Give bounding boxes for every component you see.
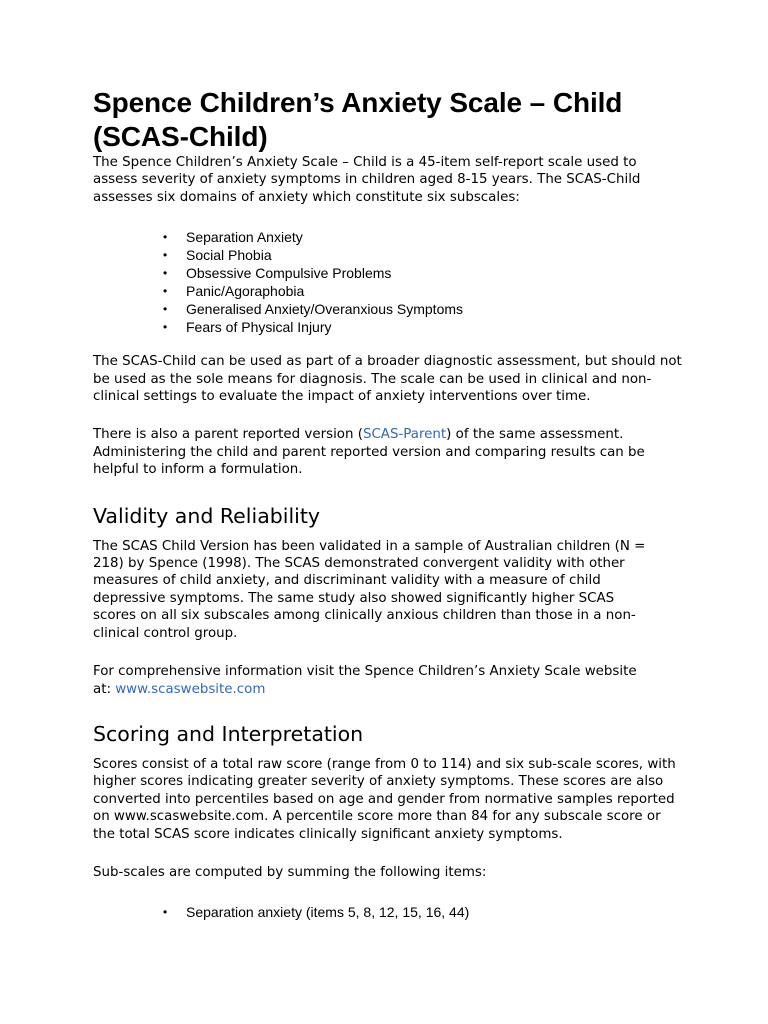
- bullet-icon: •: [163, 302, 168, 317]
- scoring-heading: Scoring and Interpretation: [93, 721, 364, 746]
- subscale-intro-paragraph: Sub-scales are computed by summing the following items:: [93, 864, 487, 880]
- document-page: [93, 86, 683, 921]
- subscale-items-list: [93, 903, 683, 921]
- intro-paragraph: The Spence Children’s Anxiety Scale – Child is a 45-item self-report scale used to assess severity of anxiety symptoms in children aged 8-15 years. The SCAS-Child assesses six domains of anxiety which constitute six subscales:: [93, 155, 641, 205]
- bullet-icon: •: [163, 230, 168, 245]
- validity-heading: Validity and Reliability: [93, 503, 321, 528]
- page-title: Spence Children’s Anxiety Scale – Child (SCAS-Child): [93, 87, 623, 152]
- list-item: • Separation anxiety (items 5, 8, 12, 15, 16, 44): [163, 904, 470, 921]
- usage-paragraph: The SCAS-Child can be used as part of a broader diagnostic assessment, but should not be used as the sole means for diagnosis. The scale can be used in clinical and non-clinical settings to evaluate the impact of anxiety interventions over time.: [93, 354, 682, 405]
- scoring-paragraph: Scores consist of a total raw score (range from 0 to 114) and six sub-scale scores, with higher scores indicating greater severity of anxiety symptoms. These scores are also converted into percentiles based on age and gender from normative samples reported on www.scaswebsite.com. A percentile score more than 84 for any subscale score or the total SCAS score indicates clinically significant anxiety symptoms.: [93, 756, 676, 842]
- subscale-list: [93, 228, 683, 336]
- info-paragraph: For comprehensive information visit the Spence Children’s Anxiety Scale website at: www.scaswebsite.com: [93, 664, 637, 697]
- parent-version-paragraph: There is also a parent reported version (SCAS-Parent) of the same assessment. Administering the child and parent reported version and comparing results can be helpful to inform a formulation.: [93, 427, 645, 478]
- bullet-icon: •: [163, 266, 168, 281]
- list-item: • Separation Anxiety: [163, 229, 303, 246]
- list-item: • Social Phobia: [163, 247, 272, 264]
- list-item: • Generalised Anxiety/Overanxious Symptoms: [163, 301, 464, 318]
- list-item: • Obsessive Compulsive Problems: [163, 265, 392, 282]
- list-item: • Panic/Agoraphobia: [163, 283, 305, 300]
- bullet-icon: •: [163, 248, 168, 263]
- scas-parent-link[interactable]: SCAS-Parent: [362, 427, 447, 443]
- list-item: • Fears of Physical Injury: [163, 319, 332, 336]
- bullet-icon: •: [163, 284, 168, 299]
- validity-paragraph: The SCAS Child Version has been validated in a sample of Australian children (N = 218) by Spence (1998). The SCAS demonstrated convergent validity with other measures of child anxiety, and discriminant validity with a measure of child depressive symptoms. The same study also showed significantly higher SCAS scores on all six subscales among clinically anxious children than those in a non-clinical control group.: [93, 538, 646, 641]
- bullet-icon: •: [163, 905, 168, 920]
- bullet-icon: •: [163, 320, 168, 335]
- scas-website-link[interactable]: www.scaswebsite.com: [115, 681, 266, 697]
